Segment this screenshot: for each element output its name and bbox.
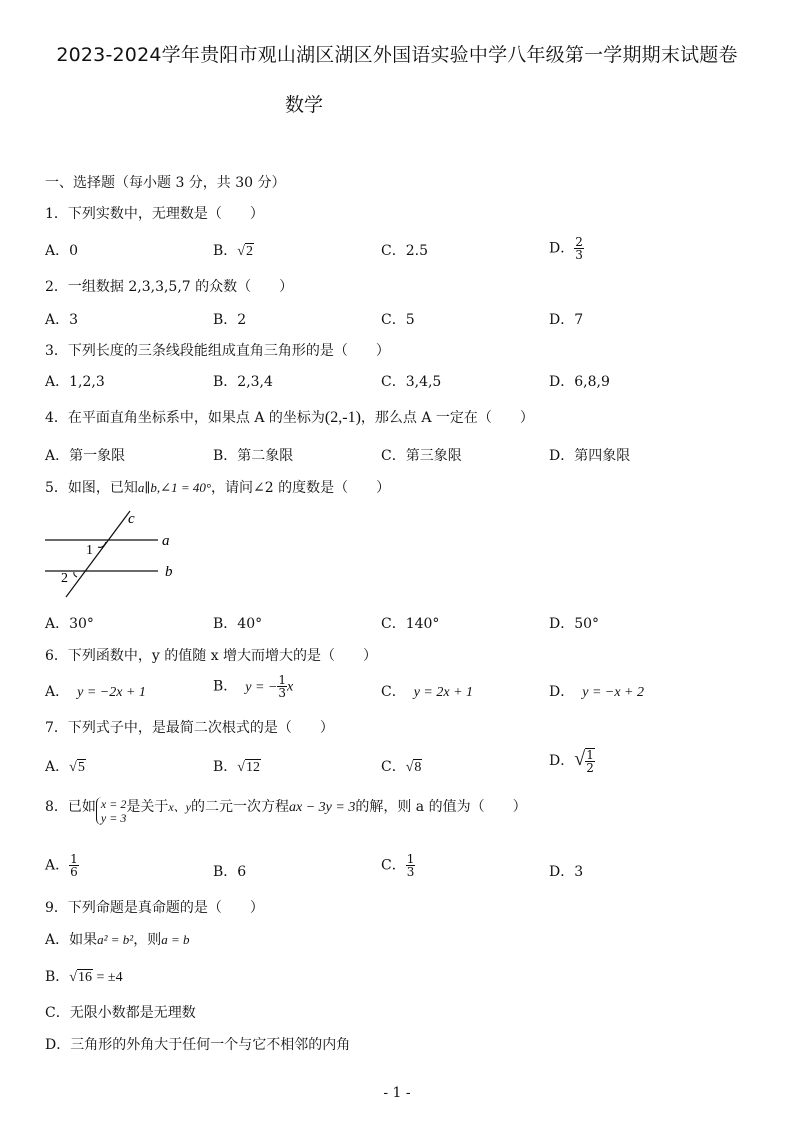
q7-a-label: A． xyxy=(45,759,70,775)
q3-option-c: C．3,4,5 xyxy=(381,374,442,390)
q3-option-b: B．2,3,4 xyxy=(213,374,273,390)
q5-option-b: B．40° xyxy=(213,616,263,632)
q6-option-b xyxy=(213,674,293,699)
q1-option-c: C．2.5 xyxy=(381,243,428,259)
q1-option-b xyxy=(213,240,254,260)
q9-option-a xyxy=(45,929,189,949)
q1-b-label: B． xyxy=(213,243,238,259)
q3-option-d: D．6,8,9 xyxy=(549,374,610,390)
q8-variables: x、y xyxy=(168,800,192,814)
q7-a-sqrt: √5 xyxy=(69,760,85,775)
q1-option-a: A．0 xyxy=(45,243,79,259)
q7-d-numerator: 1 xyxy=(586,748,594,762)
parallel-lines-figure xyxy=(40,505,200,605)
q4-option-a: A．第一象限 xyxy=(45,448,126,464)
q7-c-label: C． xyxy=(381,759,406,775)
q2-option-d: D．7 xyxy=(549,312,584,328)
q9-b-suffix: = ±4 xyxy=(92,970,123,985)
q8-option-b: B．6 xyxy=(213,864,247,880)
q1-d-label: D． xyxy=(549,240,575,257)
q8-stem-part2: 是关于 xyxy=(126,799,169,815)
question-1-stem: 1．下列实数中，无理数是（ ） xyxy=(45,206,264,222)
q6-option-d xyxy=(549,681,644,701)
angle-1-arc xyxy=(98,542,106,547)
q2-option-b: B．2 xyxy=(213,312,247,328)
question-6-stem: 6．下列函数中，y 的值随 x 增大而增大的是（ ） xyxy=(45,648,378,664)
question-3-stem: 3．下列长度的三条线段能组成直角三角形的是（ ） xyxy=(45,343,390,359)
q8-c-label: C． xyxy=(381,857,406,874)
q9-b-label: B． xyxy=(45,969,70,985)
q7-d-denominator: 2 xyxy=(586,761,594,775)
q8-option-a xyxy=(45,853,79,878)
q8-option-d: D．3 xyxy=(549,864,584,880)
q9-option-b xyxy=(45,966,123,986)
q6-a-label: A． xyxy=(45,684,70,700)
section-heading: 一、选择题（每小题 3 分，共 30 分） xyxy=(45,175,286,191)
label-c: c xyxy=(128,511,135,527)
angle-2-arc xyxy=(74,572,77,577)
q8-a-label: A． xyxy=(45,857,70,874)
q4-option-b: B．第二象限 xyxy=(213,448,294,464)
q8-option-c xyxy=(381,853,415,878)
q4-option-d: D．第四象限 xyxy=(549,448,631,464)
q6-c-expression: y = 2x + 1 xyxy=(413,685,474,700)
line-c xyxy=(66,511,130,597)
q8-stem-part4: 的解，则 a 的值为（ ） xyxy=(355,799,527,815)
q9-a-condition: a² = b² xyxy=(97,932,134,947)
q1-d-fraction xyxy=(574,236,584,261)
q8-a-fraction xyxy=(69,853,79,878)
q5-option-a: A．30° xyxy=(45,616,94,632)
q1-b-sqrt: √2 xyxy=(237,244,253,259)
q9-a-result: a = b xyxy=(161,932,190,947)
q6-option-a xyxy=(45,681,146,701)
q7-d-fraction xyxy=(585,748,595,774)
q4-option-c: C．第三象限 xyxy=(381,448,462,464)
q4-stem-part1: 4．在平面直角坐标系中，如果点 A 的坐标为 xyxy=(45,410,325,426)
q2-option-c: C．5 xyxy=(381,312,415,328)
q7-b-label: B． xyxy=(213,759,238,775)
q8-stem-part3: 的二元一次方程 xyxy=(191,799,290,815)
q1-d-denominator: 3 xyxy=(575,248,583,262)
q9-option-c: C．无限小数都是无理数 xyxy=(45,1005,196,1021)
q8-stem-part1: 8．已如 xyxy=(45,799,96,815)
exam-subject: 数学 xyxy=(284,94,323,116)
q9-option-d: D．三角形的外角大于任何一个与它不相邻的内角 xyxy=(45,1037,351,1053)
q7-b-radicand: 12 xyxy=(245,760,260,775)
q6-c-label: C． xyxy=(381,684,406,700)
q7-option-b xyxy=(213,756,261,776)
q7-d-label: D． xyxy=(549,753,575,769)
exam-title: 2023-2024学年贵阳市观山湖区湖区外国语实验中学八年级第一学期期末试题卷 xyxy=(56,44,738,66)
q7-b-sqrt: √12 xyxy=(237,760,260,775)
q1-option-d xyxy=(549,236,584,261)
q5-stem-part2: ，请问∠2 的度数是（ ） xyxy=(211,480,391,496)
q1-d-numerator: 2 xyxy=(575,235,583,249)
q8-system-line1: x = 2 xyxy=(100,797,127,811)
q8-a-numerator: 1 xyxy=(70,852,78,866)
label-a: a xyxy=(162,533,170,549)
q5-option-c: C．140° xyxy=(381,616,440,632)
q6-b-denominator: 3 xyxy=(278,686,287,700)
q7-a-radicand: 5 xyxy=(77,760,85,775)
q8-system-line2: y = 3 xyxy=(100,811,127,825)
q9-b-sqrt: √16 xyxy=(69,970,92,985)
q6-b-prefix: y = − xyxy=(245,679,278,695)
q9-b-radicand: 16 xyxy=(77,970,92,985)
label-angle-1: 1 xyxy=(86,543,93,558)
q8-c-numerator: 1 xyxy=(406,852,415,866)
q5-option-d: D．50° xyxy=(549,616,600,632)
q4-stem-part2: ，那么点 A 一定在（ ） xyxy=(360,410,534,426)
q6-d-label: D． xyxy=(549,684,575,700)
question-8-stem xyxy=(45,797,527,825)
q5-stem-part1: 5．如图，已知 xyxy=(45,480,138,496)
q7-c-sqrt: √8 xyxy=(405,760,422,775)
q6-b-numerator: 1 xyxy=(278,673,287,687)
q8-equation: ax − 3y = 3 xyxy=(289,800,356,815)
q6-a-expression: y = −2x + 1 xyxy=(77,685,146,700)
page-number: - 1 - xyxy=(383,1085,411,1101)
q8-c-fraction xyxy=(406,853,416,878)
q9-a-middle: ，则 xyxy=(133,932,162,948)
q6-d-expression: y = −x + 2 xyxy=(582,685,645,700)
q9-a-prefix: A．如果 xyxy=(45,932,98,948)
q7-option-d xyxy=(549,748,595,774)
question-5-stem xyxy=(45,477,390,497)
question-2-stem: 2．一组数据 2,3,3,5,7 的众数（ ） xyxy=(45,279,294,295)
label-b: b xyxy=(165,564,173,580)
q8-c-denominator: 3 xyxy=(406,865,415,879)
q8-a-denominator: 6 xyxy=(70,865,78,879)
label-angle-2: 2 xyxy=(61,571,68,586)
q6-b-suffix: x xyxy=(287,679,294,695)
q6-b-label: B． xyxy=(213,678,238,695)
q1-b-radicand: 2 xyxy=(245,244,253,259)
question-4-stem xyxy=(45,407,534,427)
q6-b-fraction xyxy=(277,674,287,699)
q2-option-a: A．3 xyxy=(45,312,79,328)
q7-c-radicand: 8 xyxy=(414,760,422,775)
q3-option-a: A．1,2,3 xyxy=(45,374,105,390)
q4-coordinate: (2,-1) xyxy=(324,409,361,426)
q7-option-c xyxy=(381,756,422,776)
q5-condition: a∥b,∠1 = 40° xyxy=(137,480,212,495)
q6-option-c xyxy=(381,681,473,701)
question-7-stem: 7．下列式子中，是最简二次根式的是（ ） xyxy=(45,720,334,736)
q8-equation-system xyxy=(96,797,126,825)
q7-d-sqrt: √ xyxy=(574,748,586,770)
question-9-stem: 9．下列命题是真命题的是（ ） xyxy=(45,900,264,916)
q7-option-a xyxy=(45,756,86,776)
